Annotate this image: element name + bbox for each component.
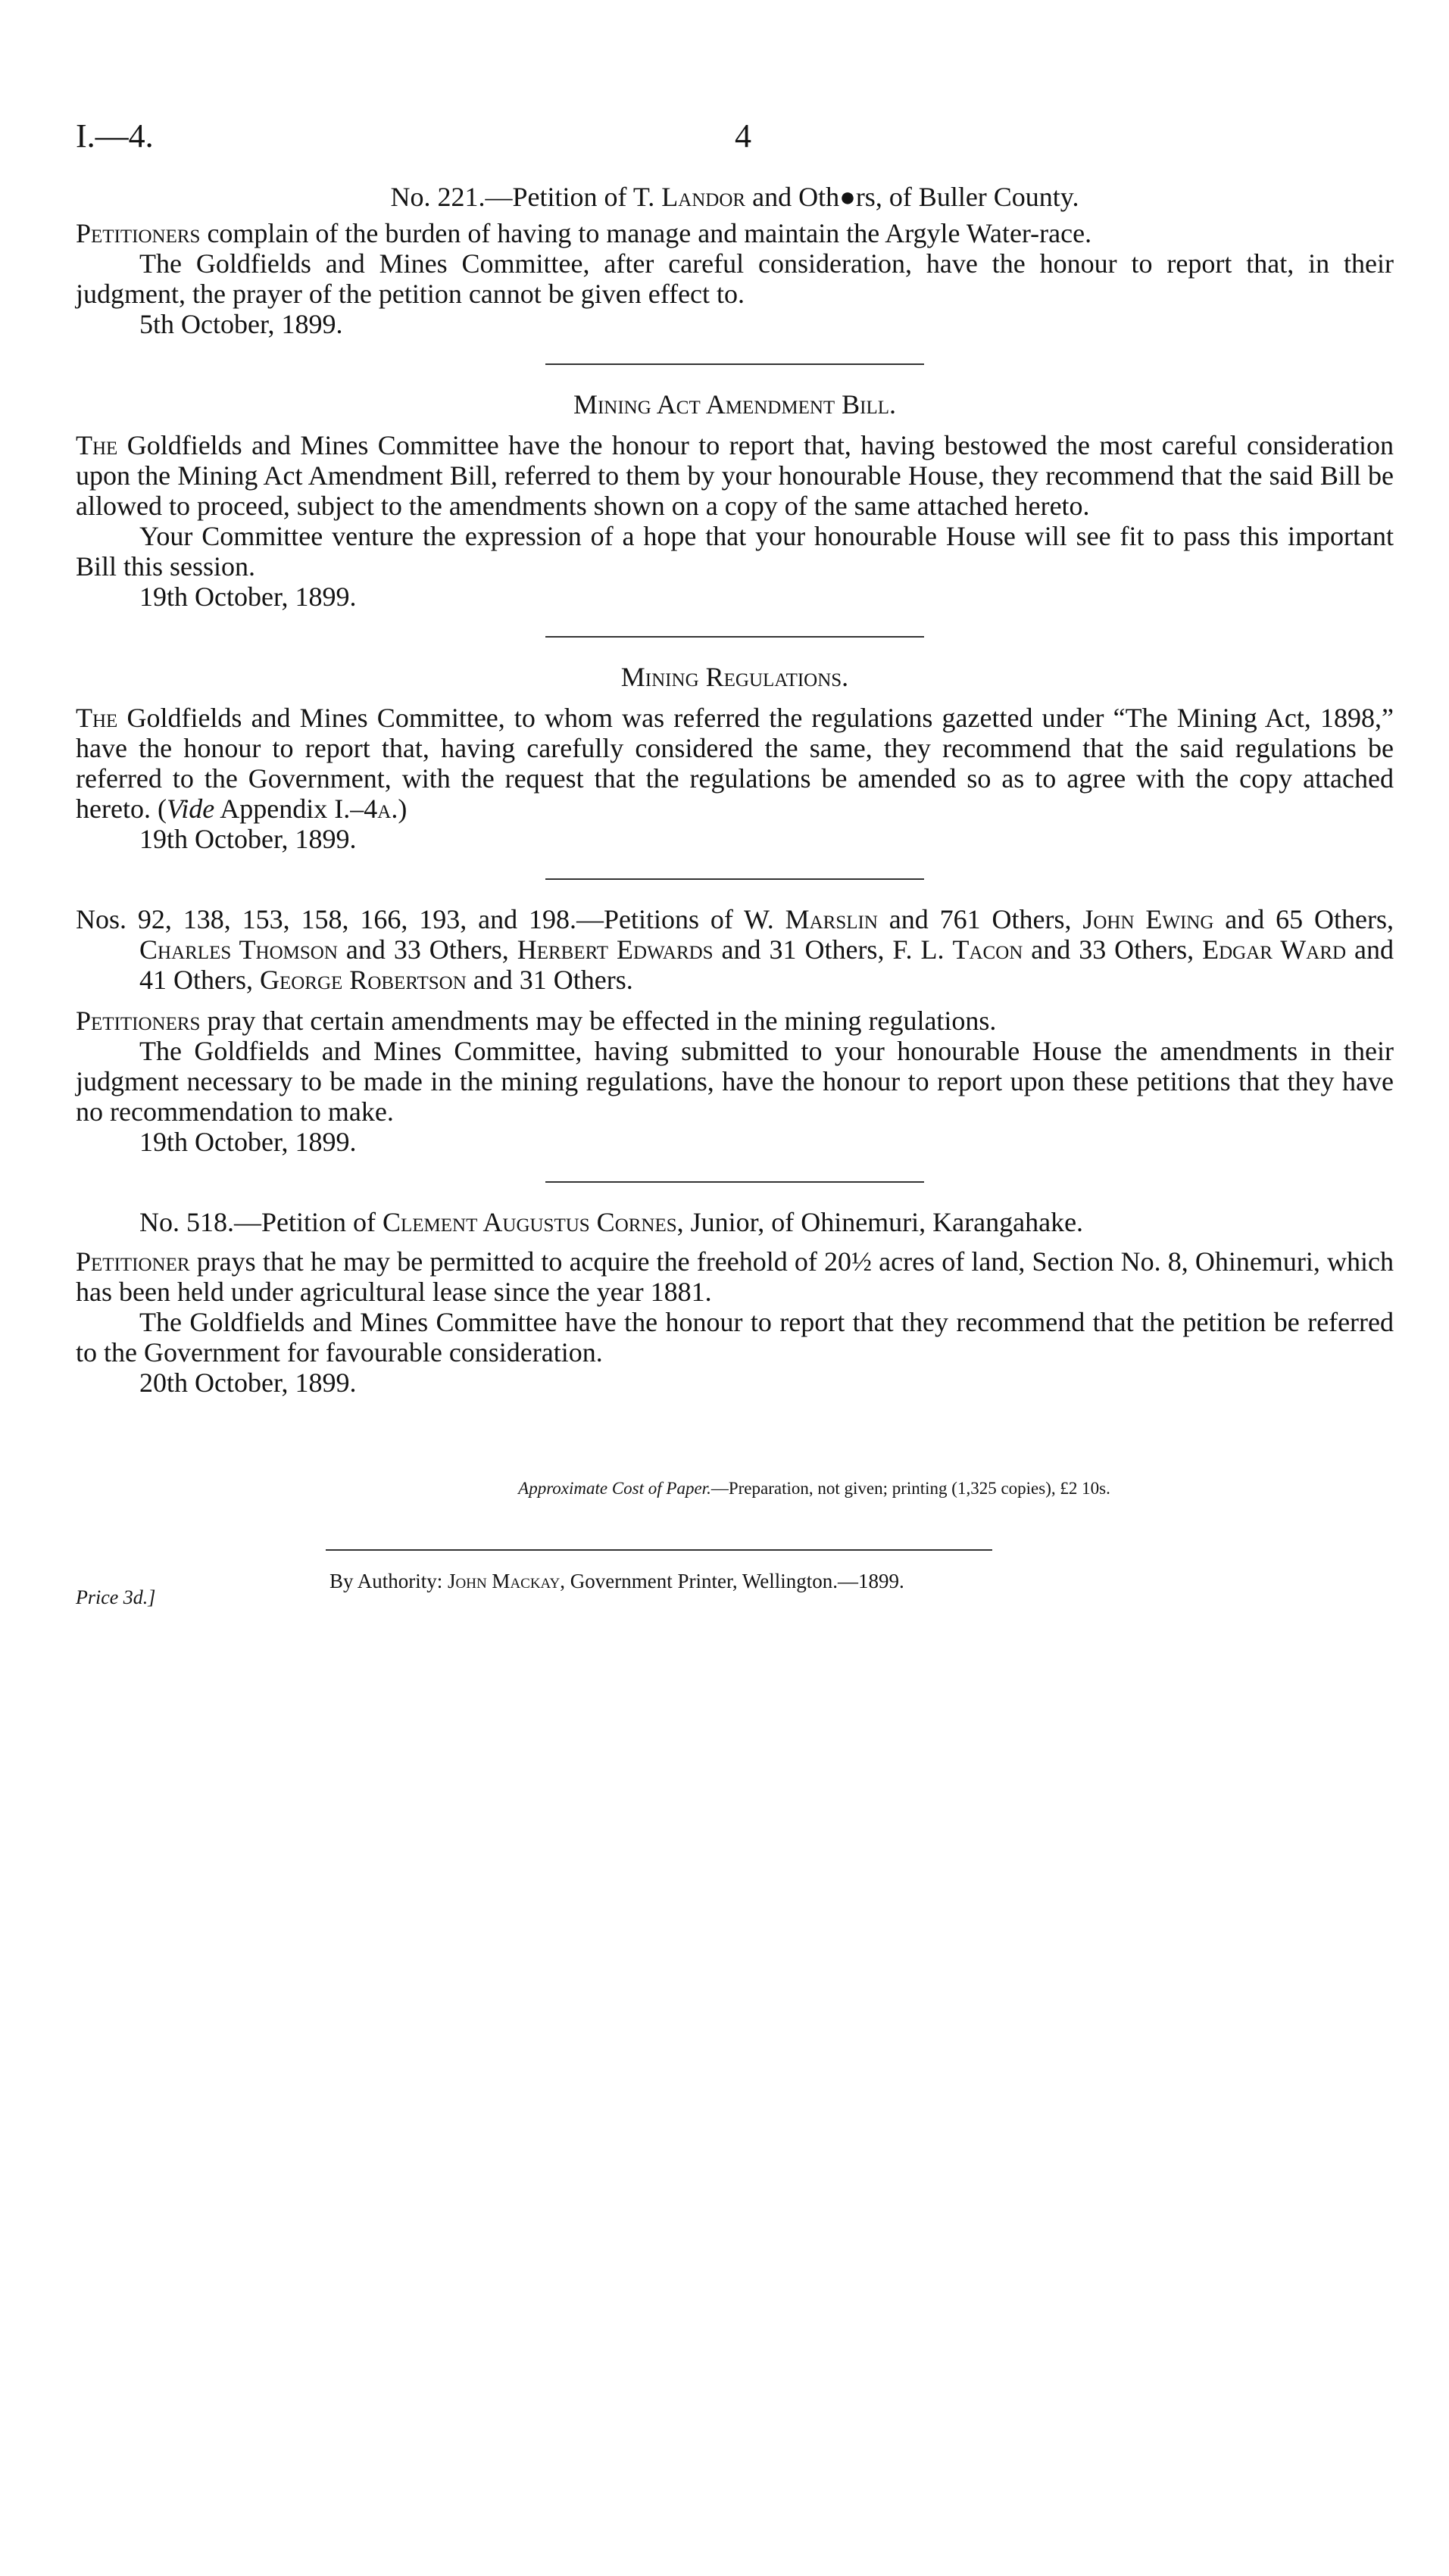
heading-text: Nos. 92, 138, 153, 158, 166, 193, and 198.—Petitions of W.: [76, 904, 785, 934]
page-footer: [76, 1566, 1394, 1626]
heading-text: and 33 Others,: [337, 934, 517, 965]
petition-518-section: [76, 1207, 1394, 1398]
report-date: 19th October, 1899.: [139, 582, 357, 612]
petitioner-name: John Ewing: [1082, 904, 1214, 934]
petitioners-statement: Petitioners complain of the burden of having to manage and maintain the Argyle Water-race.: [76, 218, 1092, 248]
report-date: 5th October, 1899.: [139, 309, 343, 339]
heading-text: and 33 Others,: [1023, 934, 1203, 965]
heading-text: and 761 Others,: [877, 904, 1083, 934]
petitioner-name: Charles Thomson: [139, 934, 338, 965]
petitioner-statement: Petitioner prays that he may be permitted to acquire the freehold of 20½ acres of land, Section No. 8, Ohinemuri, which has been held under agricultural lease since the year 1881.: [76, 1246, 1394, 1307]
page-header: [76, 106, 1394, 167]
mining-regulations-heading: Mining Regulations.: [620, 662, 849, 692]
mining-act-amendment-section: [76, 389, 1394, 612]
heading-text: and 31 Others, F. L.: [713, 934, 953, 965]
section-divider: [545, 878, 924, 880]
page-number: 4: [735, 117, 751, 154]
petition-221-heading: No. 221.—Petition of T. Landor and Oth●rs, of Buller County.: [390, 182, 1079, 212]
petitioners-statement: Petitioners pray that certain amendments may be effected in the mining regulations.: [76, 1006, 997, 1036]
mining-act-report: The Goldfields and Mines Committee have the honour to report that, having bestowed the most careful consideration upon the Mining Act Amendment Bill, referred to them by your honourable House, they recommend that the said Bill be allowed to proceed, subject to the amendments shown on a copy of the same attached hereto.: [76, 430, 1394, 521]
approximate-cost-note: Approximate Cost of Paper.—Preparation, not given; printing (1,325 copies), £2 10s.: [518, 1479, 1110, 1498]
mining-act-heading: Mining Act Amendment Bill.: [573, 389, 897, 419]
heading-text: and 65 Others,: [1213, 904, 1394, 934]
heading-text: and 41 Others,: [139, 934, 1394, 995]
mining-regulations-report: The Goldfields and Mines Committee, to whom was referred the regulations gazetted under “The Mining Act, 1898,” have the honour to report that, having carefully considered the same, they recommend that the said regulations be referred to the Government, with the request that the regulations be amended so as to agree with the copy attached hereto. (Vide Appendix I.–4a.): [76, 703, 1394, 824]
committee-report: The Goldfields and Mines Committee, having submitted to your honourable House the amendments in their judgment necessary to be made in the mining regulations, have the honour to report upon these petitions that they have no recommendation to make.: [76, 1036, 1394, 1127]
petitioner-name: Clement Augustus Cornes: [383, 1207, 677, 1237]
paper-reference: I.—4.: [76, 117, 154, 154]
petitioner-name: Tacon: [952, 934, 1023, 965]
report-date: 20th October, 1899.: [139, 1368, 357, 1398]
document-page: [76, 106, 1394, 1626]
footer-divider: [326, 1549, 992, 1551]
petitioner-name: Edgar Ward: [1202, 934, 1347, 965]
heading-text: and 31 Others.: [466, 965, 633, 995]
report-date: 19th October, 1899.: [139, 824, 357, 854]
appendix-reference: (Vide Appendix I.–4a.): [157, 794, 408, 824]
section-divider: [545, 636, 924, 638]
petitioner-name: Marslin: [785, 904, 878, 934]
mining-regulations-section: [76, 662, 1394, 854]
mining-act-hope: Your Committee venture the expression of a hope that your honourable House will see fit to pass this important Bill this session.: [76, 521, 1394, 582]
price-label: Price 3d.]: [76, 1586, 156, 1608]
petitioner-name: Landor: [661, 182, 746, 212]
report-date: 19th October, 1899.: [139, 1127, 357, 1157]
petitioner-name: George Robertson: [259, 965, 467, 995]
section-divider: [545, 1181, 924, 1183]
committee-report: The Goldfields and Mines Committee have the honour to report that they recommend that the petition be referred to the Government for favourable consideration.: [76, 1307, 1394, 1368]
section-divider: [545, 363, 924, 365]
petitions-92-198-section: [76, 904, 1394, 1157]
petition-221-section: [76, 182, 1394, 339]
petition-518-heading: No. 518.—Petition of Clement Augustus Cornes, Junior, of Ohinemuri, Karangahake.: [139, 1207, 1084, 1237]
petitioner-name: Herbert Edwards: [517, 934, 714, 965]
petitions-92-198-heading: [76, 904, 1394, 995]
committee-report: The Goldfields and Mines Committee, after careful consideration, have the honour to report that, in their judgment, the prayer of the petition cannot be given effect to.: [76, 248, 1394, 309]
printer-authority: By Authority: John Mackay, Government Printer, Wellington.—1899.: [329, 1570, 904, 1592]
